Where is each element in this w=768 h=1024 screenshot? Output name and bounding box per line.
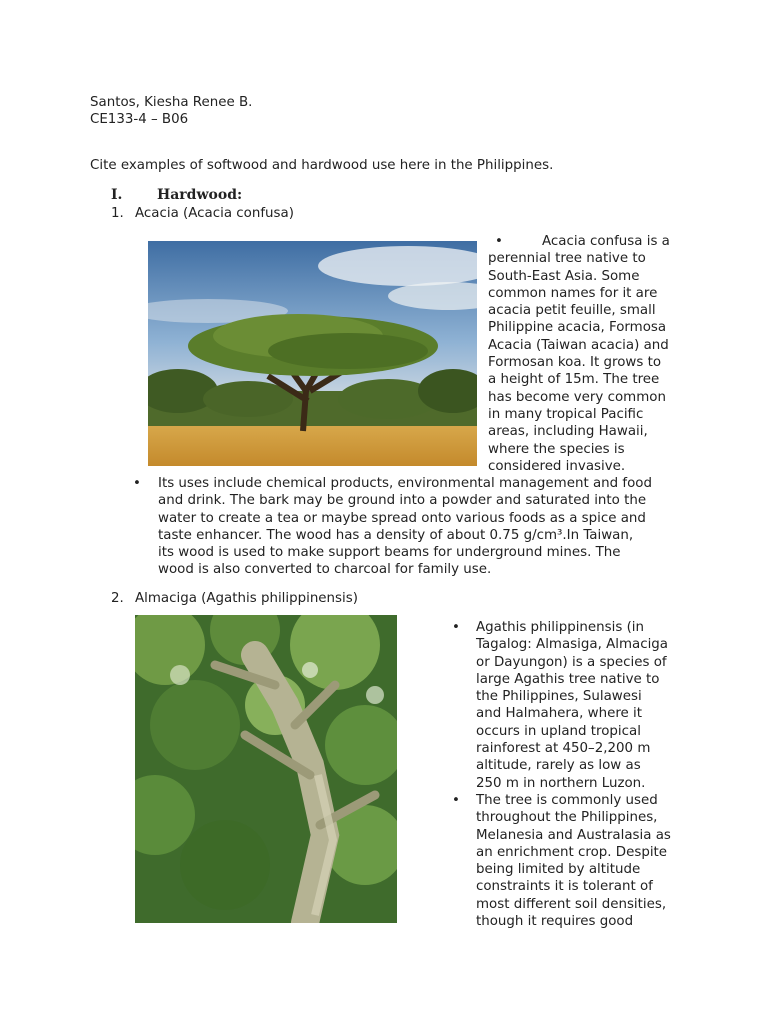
bullet-line: Philippine acacia, Formosa <box>488 320 667 336</box>
item-number: 1. <box>111 206 124 221</box>
bullet-line: has become very common <box>488 389 666 405</box>
bullet-line: The tree is commonly used <box>476 793 658 808</box>
bullet-marker: • <box>495 234 503 249</box>
almaciga-description-bullet <box>452 619 692 792</box>
bullet-line: considered invasive. <box>488 458 626 474</box>
bullet-line: though it requires good <box>476 914 634 930</box>
bullet-line: or Dayungon) is a species of <box>476 654 667 670</box>
acacia-description-bullet <box>488 233 698 475</box>
bullet-line: taste enhancer. The wood has a density of about 0.75 g/cm³.In Taiwan, <box>158 527 634 543</box>
bullet-line: rainforest at 450–2,200 m <box>476 741 651 757</box>
bullet-line: perennial tree native to <box>488 251 646 267</box>
course-section: CE133-4 – B06 <box>90 112 189 127</box>
bullet-line: throughout the Philippines, <box>476 810 658 826</box>
bullet-line: and drink. The bark may be ground into a powder and saturated into the <box>158 493 647 509</box>
bullet-marker: • <box>133 476 141 491</box>
bullet-line: and Halmahera, where it <box>476 706 642 722</box>
bullet-line: Melanesia and Australasia as <box>476 827 671 843</box>
bullet-line: altitude, rarely as low as <box>476 758 641 774</box>
bullet-line: wood is also converted to charcoal for family use. <box>158 562 492 578</box>
bullet-line: its wood is used to make support beams for underground mines. The <box>158 545 621 561</box>
acacia-tree-photo <box>148 241 477 466</box>
bullet-line: an enrichment crop. Despite <box>476 844 668 860</box>
bullet-line: 250 m in northern Luzon. <box>476 775 646 791</box>
section-title: Hardwood: <box>157 187 243 203</box>
bullet-line: Tagalog: Almasiga, Almaciga <box>476 637 669 653</box>
bullet-line: large Agathis tree native to <box>476 671 660 687</box>
item-number: 2. <box>111 591 124 606</box>
bullet-line: where the species is <box>488 441 625 457</box>
bullet-line: in many tropical Pacific <box>488 406 644 422</box>
almaciga-tree-icon <box>135 615 397 923</box>
bullet-line: most different soil densities, <box>476 896 667 912</box>
bullet-line: the Philippines, Sulawesi <box>476 689 642 705</box>
bullet-line: Formosan koa. It grows to <box>488 355 662 371</box>
bullet-line: constraints it is tolerant of <box>476 879 653 895</box>
bullet-line: a height of 15m. The tree <box>488 372 660 388</box>
bullet-line: Agathis philippinensis (in <box>476 620 644 635</box>
bullet-marker: • <box>452 793 460 808</box>
bullet-line: areas, including Hawaii, <box>488 424 648 440</box>
bullet-marker: • <box>452 620 460 635</box>
bullet-line: occurs in upland tropical <box>476 723 641 739</box>
bullet-line: Its uses include chemical products, environmental management and food <box>158 476 652 491</box>
bullet-line: water to create a tea or maybe spread onto various foods as a spice and <box>158 510 646 526</box>
almaciga-uses-bullet <box>452 792 692 930</box>
bullet-line: Acacia confusa is a <box>542 234 670 249</box>
item-title: Almaciga (Agathis philippinensis) <box>135 591 358 606</box>
assignment-prompt: Cite examples of softwood and hardwood use here in the Philippines. <box>90 158 554 173</box>
bullet-line: common names for it are <box>488 285 658 301</box>
bullet-line: South-East Asia. Some <box>488 268 640 284</box>
acacia-uses-bullet <box>133 475 693 579</box>
bullet-line: being limited by altitude <box>476 862 641 878</box>
acacia-tree-icon <box>148 241 477 466</box>
almaciga-tree-photo <box>135 615 397 923</box>
bullet-line: acacia petit feuille, small <box>488 303 656 319</box>
item-title: Acacia (Acacia confusa) <box>135 206 294 221</box>
section-numeral: I. <box>111 187 123 203</box>
bullet-line: Acacia (Taiwan acacia) and <box>488 337 669 353</box>
author-name: Santos, Kiesha Renee B. <box>90 95 253 110</box>
